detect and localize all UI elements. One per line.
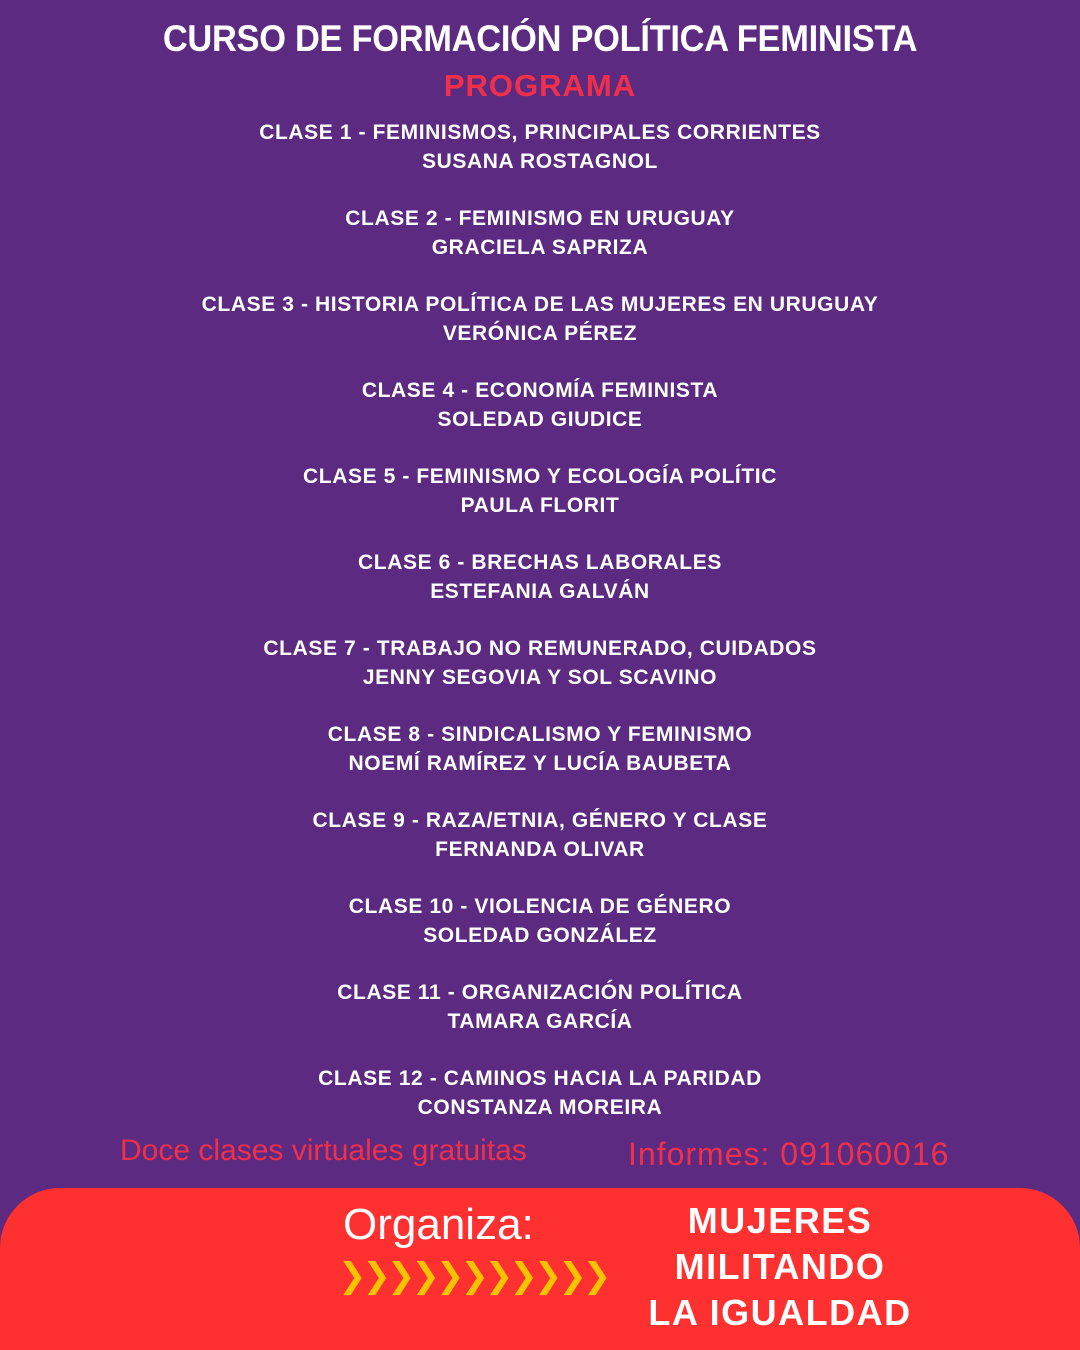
class-title: CLASE 4 - ECONOMÍA FEMINISTA: [361, 379, 719, 402]
class-title: CLASE 5 - FEMINISMO Y ECOLOGÍA POLÍTIC: [303, 465, 777, 488]
organizer-name: [630, 1198, 930, 1336]
class-teacher: VERÓNICA PÉREZ: [442, 322, 638, 345]
class-teacher: GRACIELA SAPRIZA: [431, 236, 649, 259]
class-teacher: PAULA FLORIT: [460, 494, 620, 517]
class-title: CLASE 3 - HISTORIA POLÍTICA DE LAS MUJERES EN URUGUAY: [201, 293, 879, 316]
contact-phone: Informes: 091060016: [628, 1136, 950, 1172]
class-item-7: [0, 634, 1080, 720]
organiza-label: Organiza:: [343, 1200, 534, 1249]
chevrons-right-icon: ❯❯❯❯❯❯❯❯❯❯❯: [338, 1257, 608, 1295]
class-item-4: [0, 376, 1080, 462]
class-title: CLASE 6 - BRECHAS LABORALES: [358, 551, 722, 574]
class-teacher: SOLEDAD GONZÁLEZ: [423, 924, 657, 947]
class-title: CLASE 7 - TRABAJO NO REMUNERADO, CUIDADOS: [263, 637, 817, 660]
class-teacher: NOEMÍ RAMÍREZ Y LUCÍA BAUBETA: [348, 752, 732, 775]
class-item-6: [0, 548, 1080, 634]
organizer-line-1: MUJERES: [687, 1200, 873, 1241]
class-title: CLASE 1 - FEMINISMOS, PRINCIPALES CORRIENTES: [259, 121, 821, 144]
class-teacher: TAMARA GARCÍA: [447, 1010, 633, 1033]
class-item-11: [0, 978, 1080, 1064]
class-item-1: [0, 118, 1080, 204]
class-title: CLASE 9 - RAZA/ETNIA, GÉNERO Y CLASE: [312, 809, 768, 832]
organizer-line-3: LA IGUALDAD: [648, 1292, 912, 1333]
class-teacher: CONSTANZA MOREIRA: [417, 1096, 663, 1119]
class-item-3: [0, 290, 1080, 376]
class-title: CLASE 12 - CAMINOS HACIA LA PARIDAD: [318, 1067, 762, 1090]
course-title: CURSO DE FORMACIÓN POLÍTICA FEMINISTA: [162, 18, 918, 59]
class-list: [0, 118, 1080, 1150]
class-item-5: [0, 462, 1080, 548]
class-teacher: SUSANA ROSTAGNOL: [422, 150, 658, 173]
class-teacher: SOLEDAD GIUDICE: [437, 408, 643, 431]
class-item-9: [0, 806, 1080, 892]
class-item-8: [0, 720, 1080, 806]
class-teacher: ESTEFANIA GALVÁN: [430, 580, 650, 603]
class-title: CLASE 11 - ORGANIZACIÓN POLÍTICA: [337, 981, 743, 1004]
class-title: CLASE 2 - FEMINISMO EN URUGUAY: [345, 207, 735, 230]
organizer-line-2: MILITANDO: [674, 1246, 886, 1287]
class-item-10: [0, 892, 1080, 978]
class-title: CLASE 8 - SINDICALISMO Y FEMINISMO: [327, 723, 753, 746]
program-subtitle: PROGRAMA: [443, 68, 637, 103]
class-item-2: [0, 204, 1080, 290]
free-classes-note: Doce clases virtuales gratuitas: [120, 1134, 527, 1167]
class-teacher: FERNANDA OLIVAR: [435, 838, 645, 861]
class-teacher: JENNY SEGOVIA Y SOL SCAVINO: [362, 666, 718, 689]
class-title: CLASE 10 - VIOLENCIA DE GÉNERO: [348, 895, 732, 918]
